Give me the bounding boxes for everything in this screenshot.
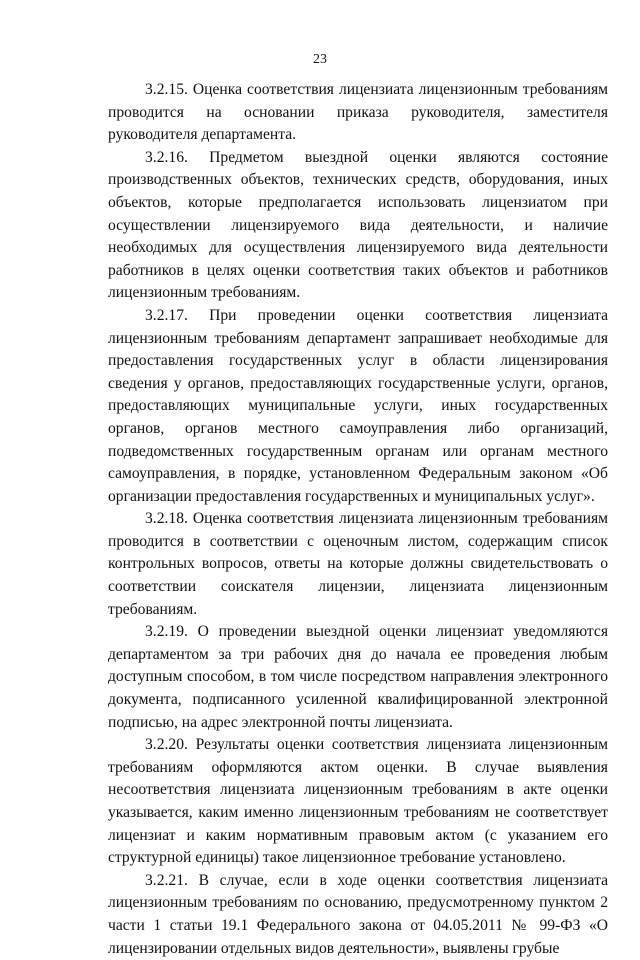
paragraph-3-2-18: 3.2.18. Оценка соответствия лицензиата лицензионным требованиям проводится в соответствии с оценочным листом, содержащим список контрольных вопросов, ответы на которые должны свидетельствовать о соответствии соискателя лицензии, лицензиата лицензионным требованиям. bbox=[108, 510, 608, 618]
paragraph-3-2-20: 3.2.20. Результаты оценки соответствия лицензиата лицензионным требованиям оформляются актом оценки. В случае выявления несоответствия лицензиата лицензионным требованиям в акте оценки указывается, каким именно лицензионным требованиям не соответствует лицензиат и каким нормативным правовым актом (с указанием его структурной единицы) такое лицензионное требование установлено. bbox=[108, 736, 608, 867]
paragraph-3-2-19: 3.2.19. О проведении выездной оценки лицензиат уведомляются департаментом за три рабочих дня до начала ее проведения любым доступным способом, в том числе посредством направления электронного документа, подписанного усиленной квалифицированной электронной подписью, на адрес электронной почты лицензиата. bbox=[108, 623, 608, 731]
paragraph-3-2-17: 3.2.17. При проведении оценки соответствия лицензиата лицензионным требованиям департамент запрашивает необходимые для предоставления государственных услуг в области лицензирования сведения у органов, предоставляющих государственные услуги, органов, предоставляющих муниципальные услуги, иных государственных органов, органов местного самоуправления либо организаций, подведомственных государственным органам или органам местного самоуправления, в порядке, установленном Федеральным законом «Об организации предоставления государственных и муниципальных услуг». bbox=[108, 306, 608, 505]
page-number: 23 bbox=[313, 52, 327, 67]
paragraph-3-2-15: 3.2.15. Оценка соответствия лицензиата лицензионным требованиям проводится на основании приказа руководителя, заместителя руководителя департамента. bbox=[108, 81, 608, 144]
paragraph-3-2-21: 3.2.21. В случае, если в ходе оценки соответствия лицензиата лицензионным требованиям по основанию, предусмотренному пунктом 2 части 1 статьи 19.1 Федерального закона от 04.05.2011 № 99-ФЗ «О лицензировании отдельных видов деятельности», выявлены грубые bbox=[108, 871, 608, 957]
paragraph-3-2-16: 3.2.16. Предметом выездной оценки являются состояние производственных объектов, технических средств, оборудования, иных объектов, которые предполагается использовать лицензиатом при осуществлении лицензируемого вида деятельности, и наличие необходимых для осуществления лицензируемого вида деятельности работников в целях оценки соответствия таких объектов и работников лицензионным требованиям. bbox=[108, 148, 608, 302]
document-body bbox=[108, 79, 608, 960]
